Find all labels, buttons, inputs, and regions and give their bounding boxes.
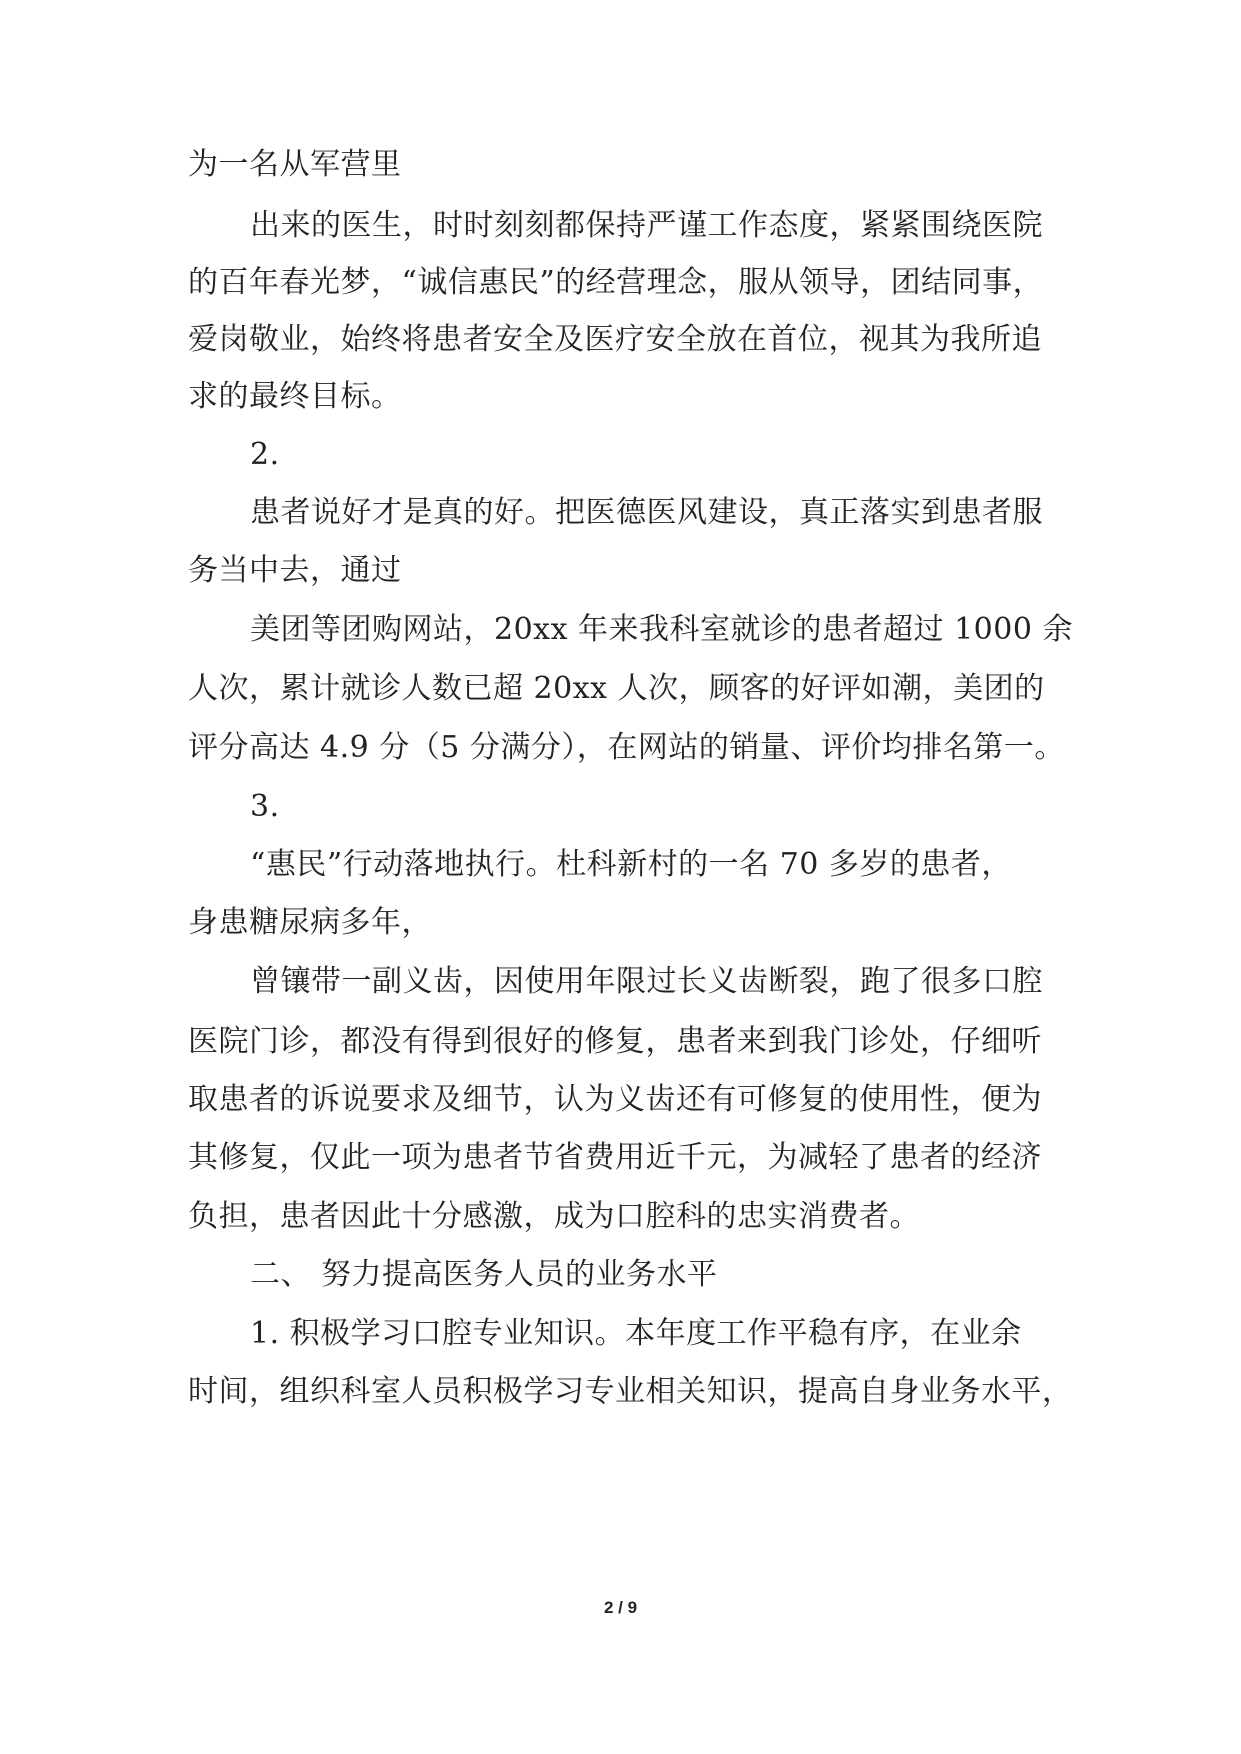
text-line: 为一名从军营里 xyxy=(188,147,402,182)
list-number: 2. xyxy=(250,437,280,472)
text-line: 的百年春光梦，“诚信惠民”的经营理念，服从领导，团结同事， xyxy=(188,265,1044,300)
text-line: 务当中去，通过 xyxy=(188,553,402,588)
text-line: 评分高达 4.9 分（5 分满分），在网站的销量、评价均排名第一。 xyxy=(188,730,1065,765)
text-line: 爱岗敬业，始终将患者安全及医疗安全放在首位，视其为我所追 xyxy=(188,322,1042,357)
text-line: 身患糖尿病多年， xyxy=(188,905,432,940)
page-number: 2 / 9 xyxy=(603,1598,638,1617)
text-line: 其修复，仅此一项为患者节省费用近千元，为减轻了患者的经济 xyxy=(188,1140,1042,1175)
text-line: 1. 积极学习口腔专业知识。本年度工作平稳有序，在业余 xyxy=(250,1316,1022,1351)
list-number: 3. xyxy=(250,789,280,824)
text-line: 负担，患者因此十分感激，成为口腔科的忠实消费者。 xyxy=(188,1199,920,1234)
text-line: 美团等团购网站，20xx 年来我科室就诊的患者超过 1000 余 xyxy=(250,612,1073,647)
text-line: 出来的医生，时时刻刻都保持严谨工作态度，紧紧围绕医院 xyxy=(250,208,1043,243)
text-line: 人次，累计就诊人数已超 20xx 人次，顾客的好评如潮，美团的 xyxy=(188,671,1045,706)
text-line: 时间，组织科室人员积极学习专业相关知识，提高自身业务水平， xyxy=(188,1374,1073,1409)
text-line: 患者说好才是真的好。把医德医风建设，真正落实到患者服 xyxy=(250,495,1043,530)
text-line: 求的最终目标。 xyxy=(188,379,402,414)
text-line: 医院门诊，都没有得到很好的修复，患者来到我门诊处，仔细听 xyxy=(188,1024,1042,1059)
text-line: 曾镶带一副义齿，因使用年限过长义齿断裂，跑了很多口腔 xyxy=(250,964,1043,999)
text-line: 取患者的诉说要求及细节，认为义齿还有可修复的使用性，便为 xyxy=(188,1082,1042,1117)
section-heading: 二、 努力提高医务人员的业务水平 xyxy=(250,1257,718,1292)
text-line: “惠民”行动落地执行。杜科新村的一名 70 多岁的患者， xyxy=(250,847,1012,882)
